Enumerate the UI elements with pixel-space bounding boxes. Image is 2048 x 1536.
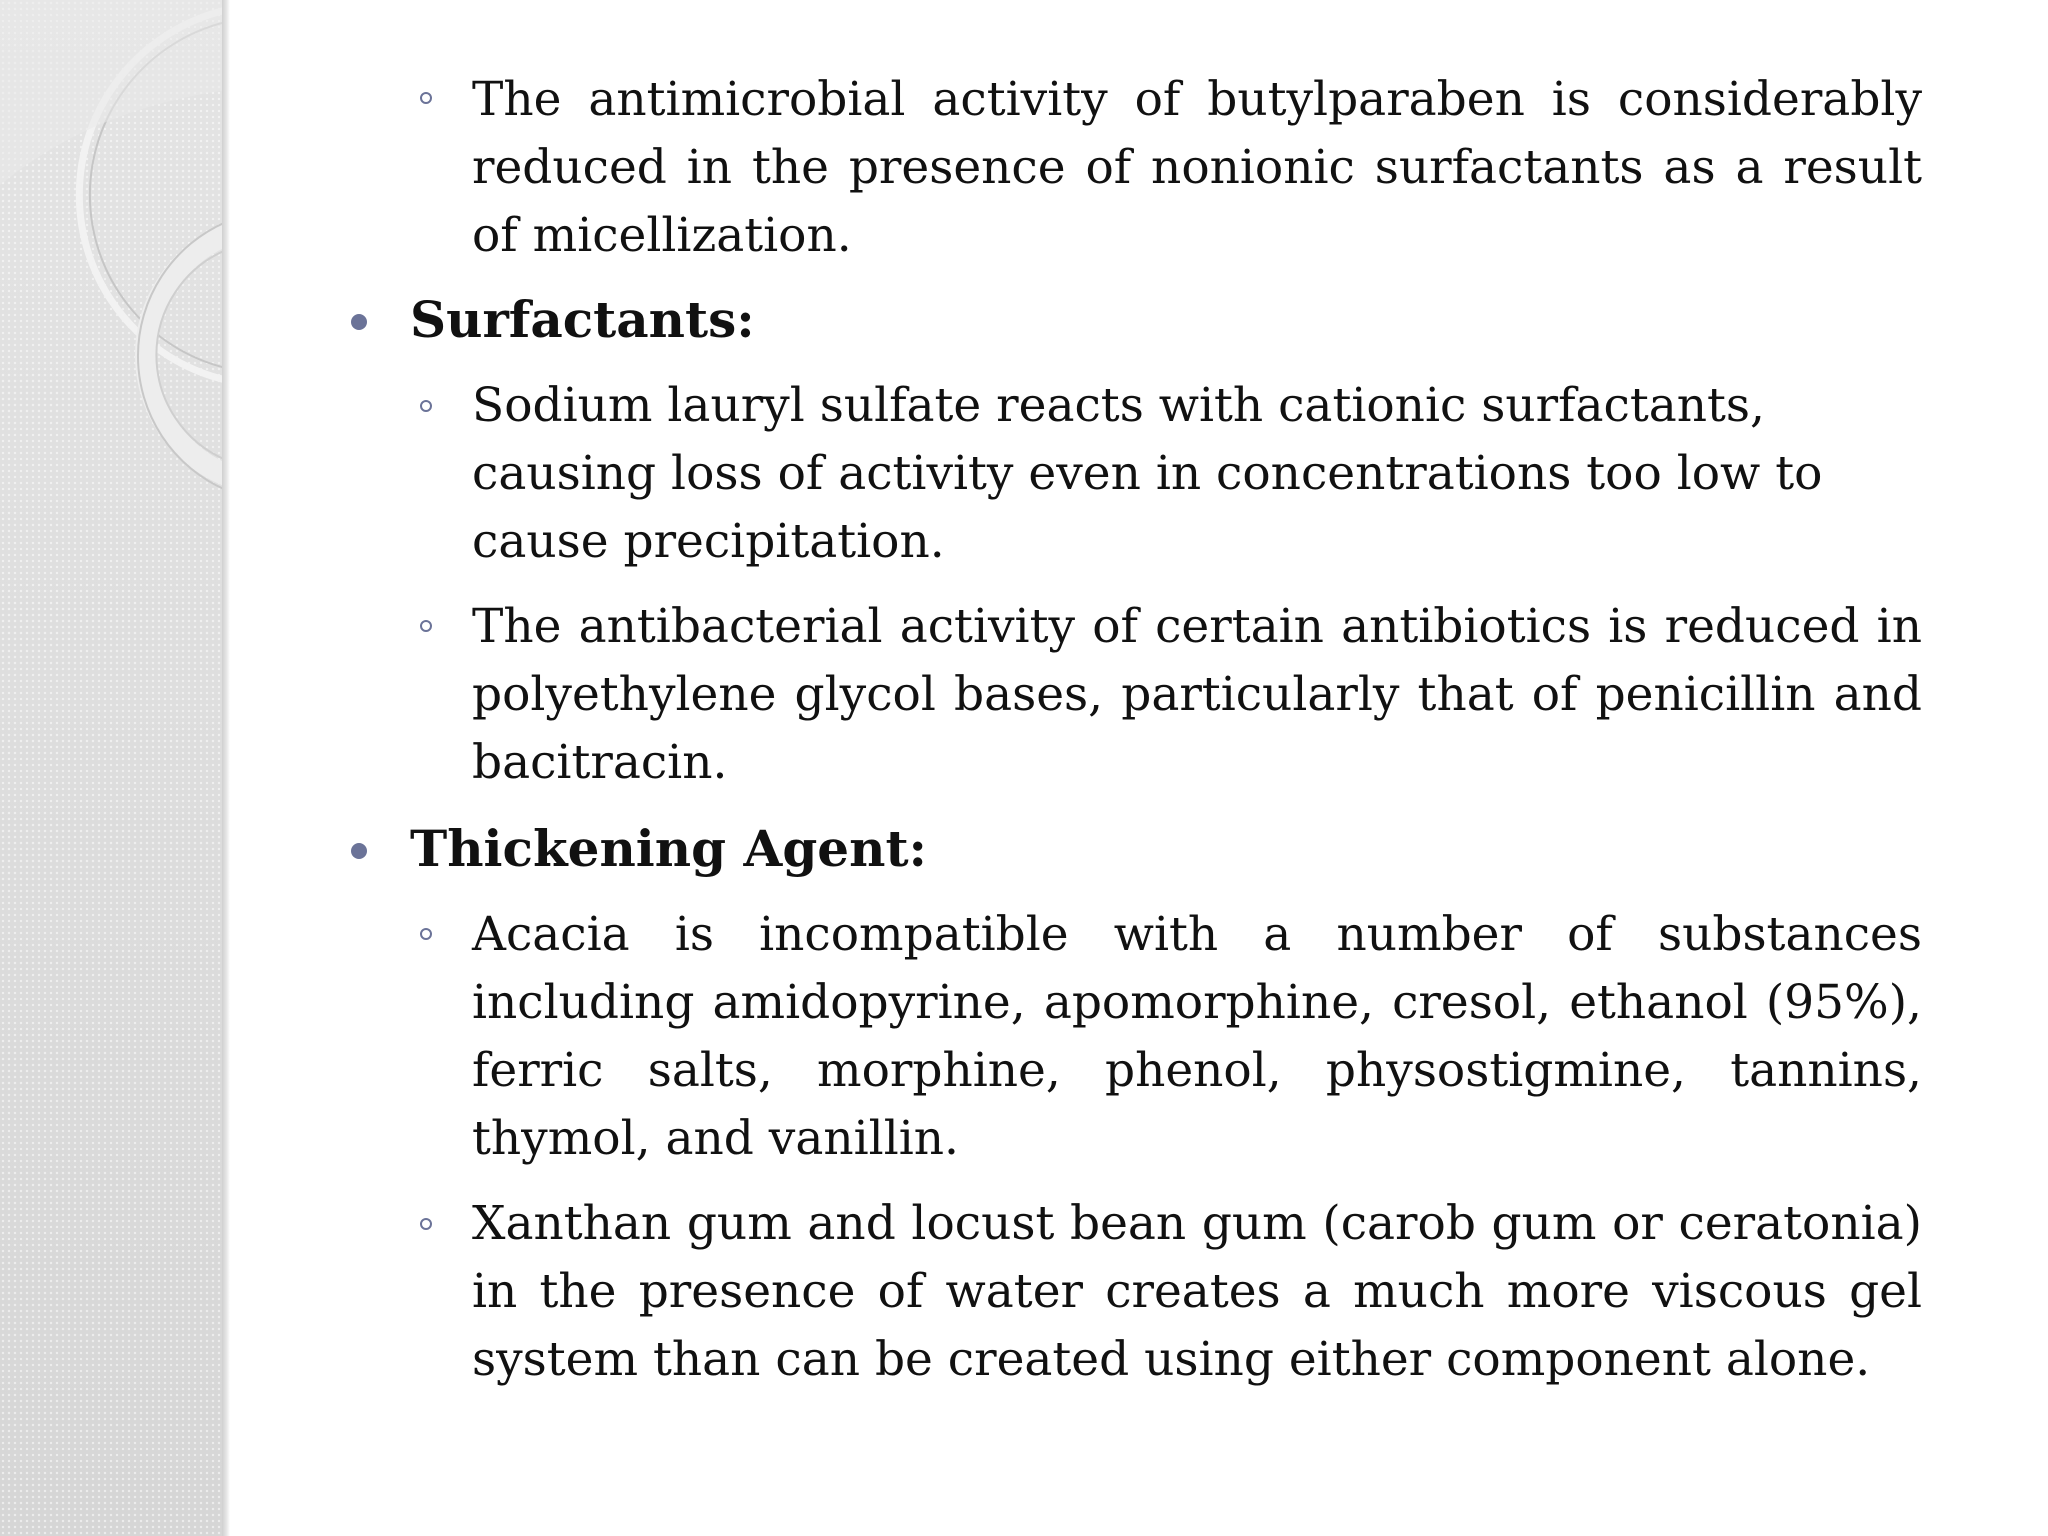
list-item: Acacia is incompatible with a number of substances including amidopyrine, apomorphine, cresol, ethanol (95%), ferric salts, morphine, phenol, physostigmine, tannins, thymol, and vanillin.: [472, 907, 1922, 1166]
sub-bullet-icon: [420, 928, 432, 940]
sub-bullet-icon: [420, 400, 432, 412]
sub-bullet-icon: [420, 92, 432, 104]
list-item: Xanthan gum and locust bean gum (carob gum or ceratonia) in the presence of water creates a much more viscous gel system than can be created using either component alone.: [472, 1196, 1922, 1387]
sub-bullet-icon: [420, 620, 432, 632]
section-heading-surfactants: Surfactants:: [410, 290, 755, 349]
list-item: The antimicrobial activity of butylparaben is considerably reduced in the presence of nonionic surfactants as a result of micellization.: [472, 72, 1922, 263]
section-heading-thickening-agent: Thickening Agent:: [410, 819, 927, 878]
bullet-icon: [351, 843, 367, 859]
bullet-icon: [351, 314, 367, 330]
list-item: Sodium lauryl sulfate reacts with cationic surfactants, causing loss of activity even in concentrations too low to cause precipitation.: [472, 378, 1823, 569]
sub-bullet-icon: [420, 1218, 432, 1230]
list-item: The antibacterial activity of certain antibiotics is reduced in polyethylene glycol bases, particularly that of penicillin and bacitracin.: [472, 599, 1922, 790]
